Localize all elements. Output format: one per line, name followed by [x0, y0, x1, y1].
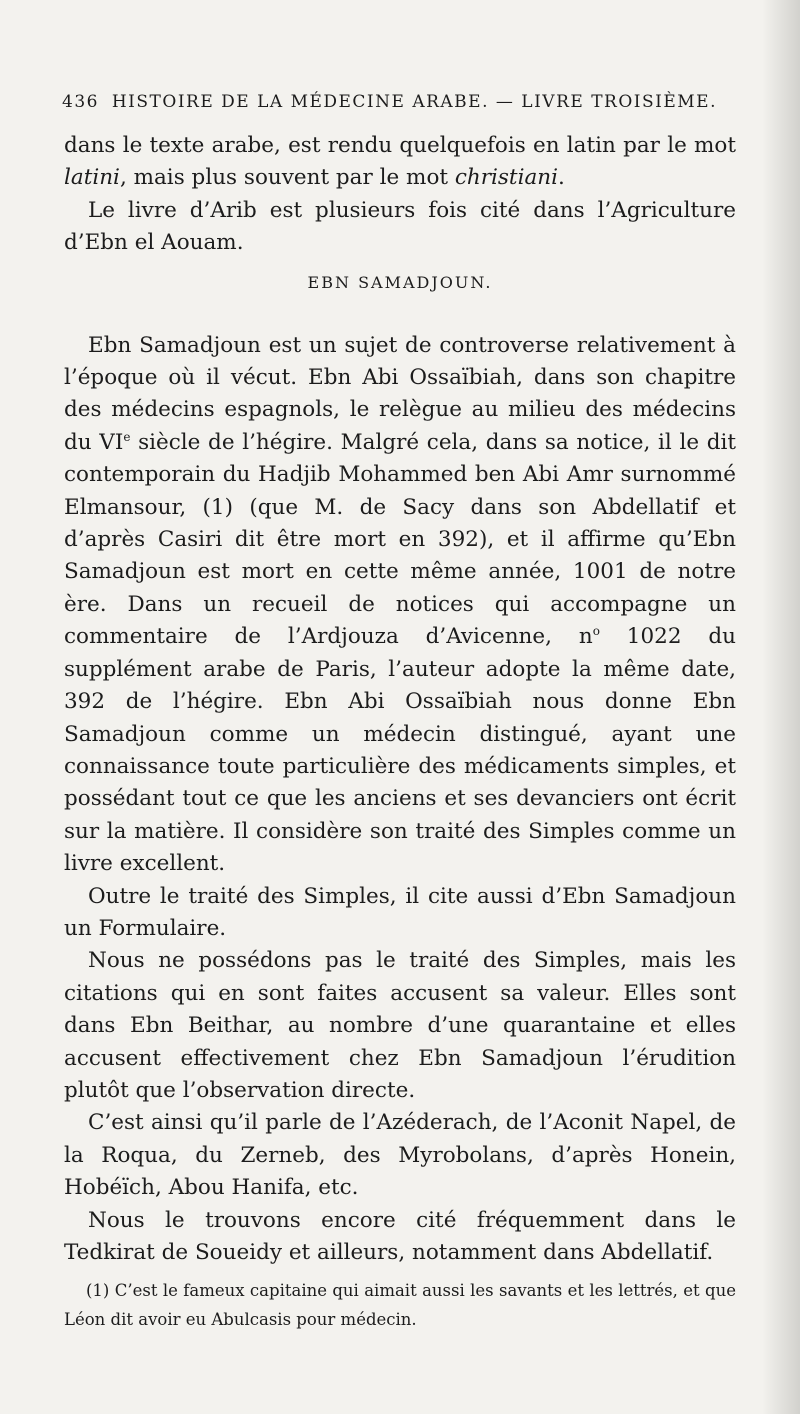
page-edge-shadow	[762, 0, 800, 1414]
footnote: (1) C’est le fameux capitaine qui aimait aussi les savants et les lettrés, et que Léon dit avoir eu Abulcasis pour médecin.	[64, 1281, 736, 1329]
text-run: dans le texte arabe, est rendu quelquefois en latin par le mot	[64, 133, 736, 158]
text-run: , mais plus souvent par le mot	[119, 165, 455, 191]
italic-latini: latini	[64, 165, 120, 191]
paragraph-continuation	[64, 130, 736, 195]
paragraph: Le livre d’Arib est plusieurs fois cité dans l’Agriculture d’Ebn el Aouam.	[64, 197, 736, 256]
paragraph: Nous le trouvons encore cité fréquemment dans le Tedkirat de Soueidy et ailleurs, notamment dans Abdellatif.	[64, 1207, 736, 1265]
paragraph: C’est ainsi qu’il parle de l’Azéderach, de l’Aconit Napel, de la Roqua, du Zerneb, des Myrobolans, d’après Honein, Hobéïch, Abou Hanifa, etc.	[64, 1110, 736, 1201]
running-title: HISTOIRE DE LA MÉDECINE ARABE. — LIVRE TROISIÈME.	[111, 92, 717, 112]
text-run: .	[558, 165, 565, 191]
paragraph	[64, 330, 736, 881]
superscript: e	[123, 429, 131, 444]
paragraph: Outre le traité des Simples, il cite aussi d’Ebn Samadjoun un Formulaire.	[64, 883, 736, 941]
superscript: o	[592, 624, 600, 639]
page-number: 436	[62, 92, 99, 112]
paragraph: Nous ne possédons pas le traité des Simples, mais les citations qui en sont faites accusent sa valeur. Elles sont dans Ebn Beithar, au nombre d’une quarantaine et elles accusent effectivement chez Ebn Samadjoun l’érudition plutôt que l’observation directe.	[64, 948, 736, 1103]
text-run: Ebn Samadjoun est un sujet de controverse relativement à l’époque où il vécut. Ebn Abi Ossaïbiah, dans son chapitre des médecins espagnols, le relègue au milieu des médecins du VI	[64, 332, 736, 455]
italic-christiani: christiani	[454, 165, 558, 191]
running-header	[62, 92, 742, 112]
text-run: 1022 du supplément arabe de Paris, l’auteur adopte la même date, 392 de l’hégire. Ebn Abi Ossaïbiah nous donne Ebn Samadjoun comme un médecin distingué, ayant une connaissance toute particulière des médicaments simples, et possédant tout ce que les anciens et ses devanciers ont écrit sur la matière. Il considère son traité des Simples comme un livre excellent.	[64, 624, 736, 877]
section-title: EBN SAMADJOUN.	[307, 272, 493, 292]
body-text	[64, 130, 736, 1269]
text-run: siècle de l’hégire. Malgré cela, dans sa notice, il le dit contemporain du Hadjib Mohammed ben Abi Amr surnommé Elmansour, (1) (que M. de Sacy dans son Abdellatif et d’après Casiri dit être mort en 392), et il affirme qu’Ebn Samadjoun est mort en cette même année, 1001 de notre ère. Dans un recueil de notices qui accompagne un commentaire de l’Ardjouza d’Avicenne, n	[64, 429, 736, 650]
